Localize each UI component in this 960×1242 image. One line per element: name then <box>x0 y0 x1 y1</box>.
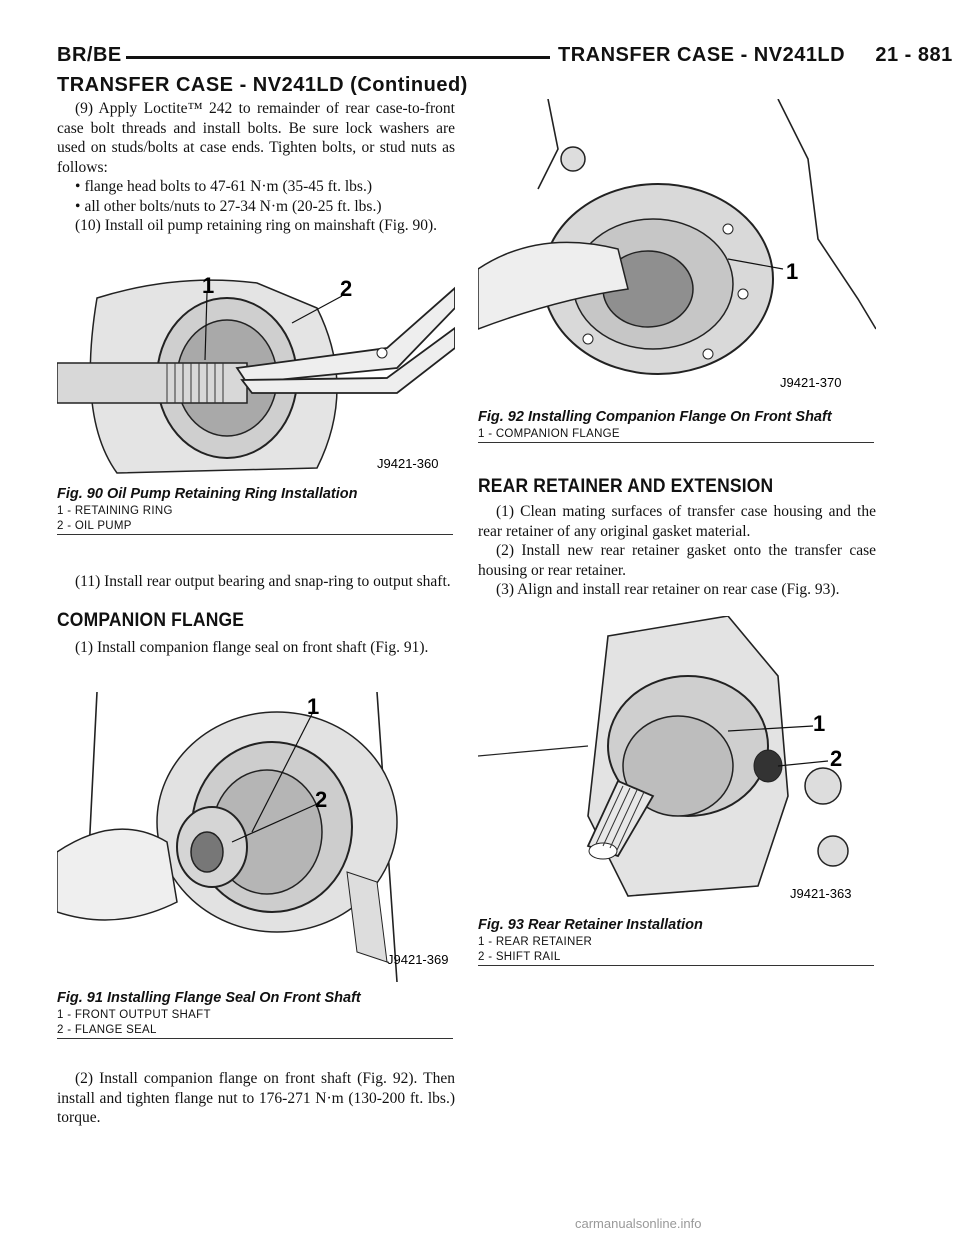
callout-1: 1 <box>813 711 826 736</box>
figure-90-title: Fig. 90 Oil Pump Retaining Ring Installation <box>57 486 358 502</box>
rear-step-2: (2) Install new rear retainer gasket onto the transfer case housing or rear retainer. <box>478 542 876 579</box>
watermark[interactable]: carmanualsonline.info <box>575 1216 702 1231</box>
figure-code: J9421-369 <box>387 952 449 967</box>
figure-93-illustration <box>478 616 876 906</box>
figure-code: J9421-363 <box>790 886 852 901</box>
figure-code: J9421-370 <box>780 375 842 390</box>
section-companion-flange: COMPANION FLANGE <box>57 609 245 631</box>
callout-2: 2 <box>315 787 328 812</box>
continued-heading: TRANSFER CASE - NV241LD (Continued) <box>57 74 468 96</box>
section-rear-retainer: REAR RETAINER AND EXTENSION <box>478 476 774 497</box>
figure-93-title: Fig. 93 Rear Retainer Installation <box>478 917 703 933</box>
figure-92-illustration <box>478 99 876 397</box>
figure-90-caption <box>57 486 453 535</box>
left-column-middle <box>57 572 455 657</box>
callout-2: 2 <box>830 746 843 771</box>
figure-91-legend-1: 1 - FRONT OUTPUT SHAFT <box>57 1009 211 1021</box>
figure-93-caption <box>478 917 874 966</box>
rear-step-1: (1) Clean mating surfaces of transfer case housing and the rear retainer of any original gasket material. <box>478 503 876 540</box>
figure-91-rule <box>57 1038 453 1039</box>
figure-93-legend-2: 2 - SHIFT RAIL <box>478 951 561 963</box>
figure-90-legend-2: 2 - OIL PUMP <box>57 520 132 532</box>
header-model: BR/BE <box>57 44 122 66</box>
figure-92-title: Fig. 92 Installing Companion Flange On Front Shaft <box>478 409 832 425</box>
step-10: (10) Install oil pump retaining ring on mainshaft (Fig. 90). <box>75 217 438 234</box>
bullet-flange-bolts: • flange head bolts to 47-61 N·m (35-45 ft. lbs.) <box>57 177 455 197</box>
figure-92-caption <box>478 409 874 443</box>
figure-91-legend-2: 2 - FLANGE SEAL <box>57 1024 157 1036</box>
callout-1: 1 <box>786 259 799 284</box>
figure-92-legend-1: 1 - COMPANION FLANGE <box>478 428 620 440</box>
rear-step-3: (3) Align and install rear retainer on rear case (Fig. 93). <box>496 581 840 598</box>
callout-2: 2 <box>340 276 353 301</box>
companion-step-2: (2) Install companion flange on front shaft (Fig. 92). Then install and tighten flange nut to 176-271 N·m (130-200 ft. lbs.) torque. <box>57 1070 455 1126</box>
callout-1: 1 <box>307 694 320 719</box>
figure-92-rule <box>478 442 874 443</box>
figure-code: J9421-360 <box>377 456 439 471</box>
figure-91-title: Fig. 91 Installing Flange Seal On Front Shaft <box>57 990 361 1006</box>
figure-91-caption <box>57 990 453 1039</box>
figure-90-illustration <box>57 268 455 480</box>
right-column-text <box>478 476 876 600</box>
left-column-top <box>57 99 455 236</box>
callout-1: 1 <box>202 273 215 298</box>
bullet-other-bolts: • all other bolts/nuts to 27-34 N·m (20-25 ft. lbs.) <box>57 197 455 217</box>
step-11: (11) Install rear output bearing and snap-ring to output shaft. <box>75 573 451 590</box>
header-rule <box>126 56 550 59</box>
figure-91-illustration <box>57 692 455 984</box>
left-column-bottom <box>57 1069 455 1128</box>
figure-93-rule <box>478 965 874 966</box>
header-section-page: TRANSFER CASE - NV241LD 21 - 881 <box>558 44 953 66</box>
step-9: (9) Apply Loctite™ 242 to remainder of rear case-to-front case bolt threads and install bolts. Be sure lock washers are used on studs/bolts at case ends. Tighten bolts, or stud nuts as follows: <box>57 100 455 176</box>
figure-93-legend-1: 1 - REAR RETAINER <box>478 936 593 948</box>
companion-step-1: (1) Install companion flange seal on front shaft (Fig. 91). <box>75 638 429 656</box>
figure-90-rule <box>57 534 453 535</box>
figure-90-legend-1: 1 - RETAINING RING <box>57 505 173 517</box>
